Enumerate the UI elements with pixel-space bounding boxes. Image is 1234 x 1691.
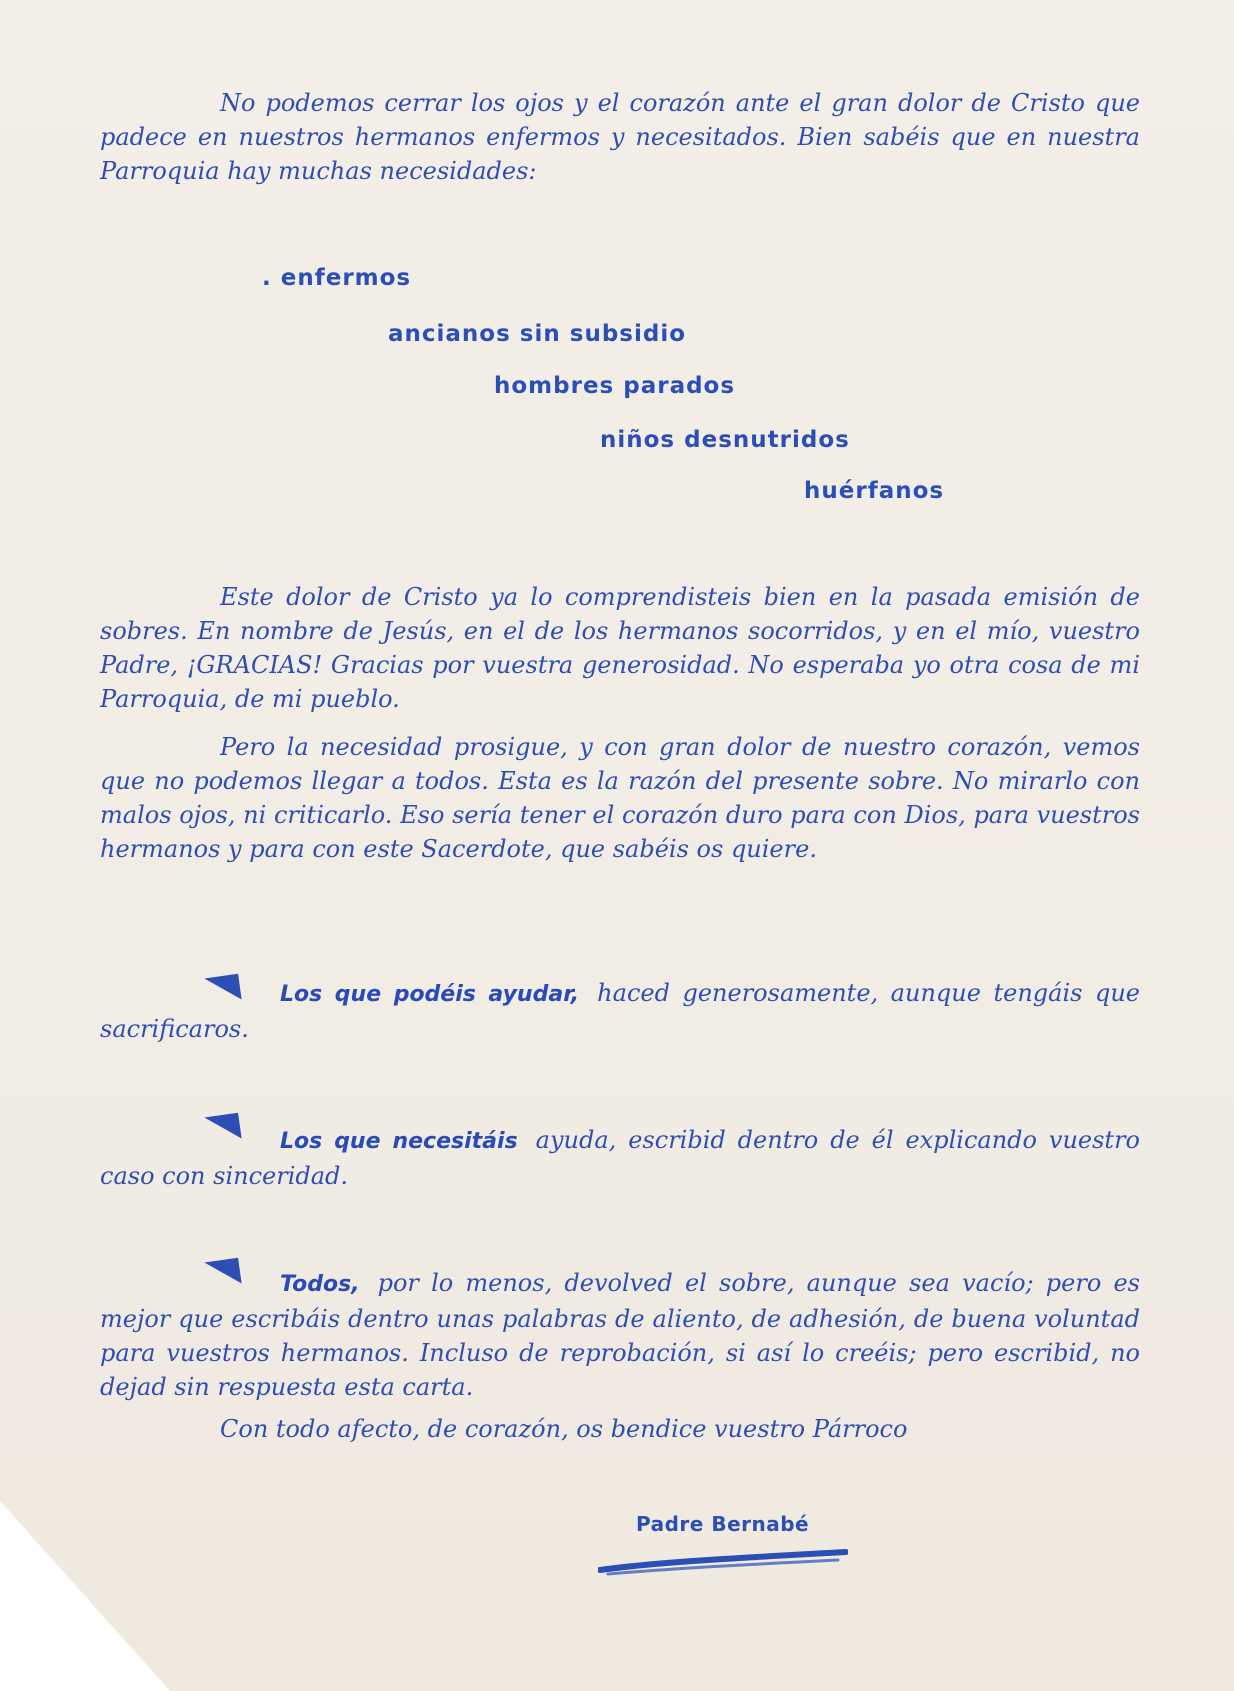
intro-paragraph: No podemos cerrar los ojos y el corazón ante el gran dolor de Cristo que padece en nuestros hermanos enfermos y necesitados. Bien sabéis que en nuestra Parroquia hay muchas necesidades: bbox=[100, 89, 1140, 185]
need-item: hombres parados bbox=[494, 373, 736, 399]
point-lead: Los que podéis ayudar, bbox=[280, 982, 580, 1007]
need-item: niños desnutridos bbox=[600, 427, 850, 453]
point-text: haced generosamente, aunque tengáis que sacrificaros. bbox=[100, 979, 1140, 1043]
signature-underline-icon bbox=[598, 1548, 848, 1578]
point-help bbox=[100, 976, 1140, 1046]
point-text: ayuda, escribid dentro de él explicando vuestro caso con sinceridad. bbox=[100, 1126, 1140, 1190]
point-text: por lo menos, devolved el sobre, aunque sea vacío; pero es mejor que escribáis dentro unas palabras de aliento, de adhesión, de buena voluntad para vuestros hermanos. Incluso de reprobación, si así lo creéis; pero escribid, no dejad sin respuesta esta carta. bbox=[100, 1269, 1140, 1401]
page-corner bbox=[0, 1501, 170, 1691]
need-item: huérfanos bbox=[804, 478, 945, 504]
point-need bbox=[100, 1123, 1140, 1193]
closing-line: Con todo afecto, de corazón, os bendice vuestro Párroco bbox=[220, 1415, 908, 1443]
thanks-paragraph: Este dolor de Cristo ya lo comprendisteis bien en la pasada emisión de sobres. En nombre de Jesús, en el de los hermanos socorridos, y en el mío, vuestro Padre, ¡GRACIAS! Gracias por vuestra generosidad. No esperaba yo otra cosa de mi Parroquia, de mi pueblo. bbox=[100, 583, 1140, 713]
point-lead: Los que necesitáis bbox=[280, 1129, 518, 1154]
need-item: ancianos sin subsidio bbox=[388, 321, 687, 347]
need-item: . enfermos bbox=[262, 265, 412, 291]
signature-name: Padre Bernabé bbox=[636, 1512, 810, 1536]
point-lead: Todos, bbox=[280, 1272, 360, 1297]
point-all bbox=[100, 1266, 1140, 1404]
necessity-paragraph: Pero la necesidad prosigue, y con gran dolor de nuestro corazón, vemos que no podemos llegar a todos. Esta es la razón del presente sobre. No mirarlo con malos ojos, ni criticarlo. Eso sería tener el corazón duro para con Dios, para vuestros hermanos y para con este Sacerdote, que sabéis os quiere. bbox=[100, 733, 1140, 863]
